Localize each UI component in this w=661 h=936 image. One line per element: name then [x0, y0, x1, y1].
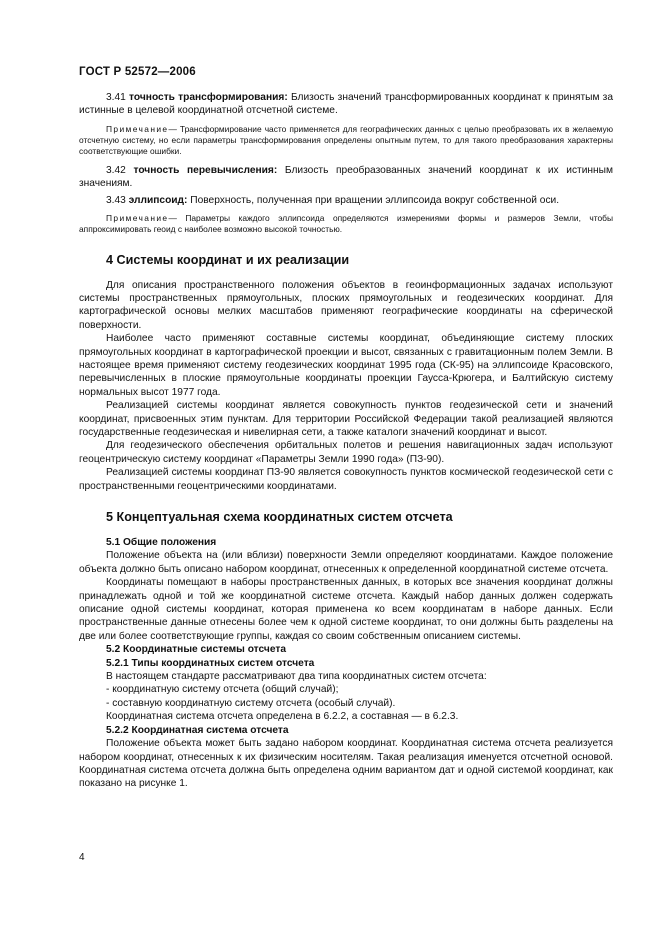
section-5-2-2-paragraph: Положение объекта может быть задано набором координат. Координатная система отсчета реализуется набором координат, отнесенных к их физическим носителям. Такая реализация именуется отсчетной основой. Координатная система отсчета должна быть определена одним вариантом дат и одной системой координат, как показано на рисунке 1.: [79, 738, 613, 790]
section-5-2-1-paragraph: В настоящем стандарте рассматривают два типа координатных систем отсчета:: [106, 671, 487, 683]
term-definition: Поверхность, полученная при вращении эллипсоида вокруг собственной оси.: [190, 194, 560, 206]
section-4-heading: 4 Системы координат и их реализации: [106, 252, 350, 267]
term-name: эллипсоид:: [128, 194, 188, 206]
section-5-1-paragraph: Положение объекта на (или вблизи) поверхности Земли определяют координатами. Каждое положение объекта должно быть описано набором координат, отнесенных к определенной координатной системе отсчета.: [79, 550, 613, 575]
section-4-paragraph: Реализацией системы координат ПЗ-90 является совокупность пунктов космической геодезической сети с пространственными геоцентрическими координатами.: [79, 467, 613, 492]
term-3-42: [79, 164, 613, 191]
section-4-paragraph: Наиболее часто применяют составные системы координат, объединяющие систему плоских прямоугольных координат в картографической проекции и высот, связанных с гравитационным полем Земли. В настоящее время применяют систему геодезических координат 1995 года (СК-95) на эллипсоиде Красовского, перевычисленных в плоские прямоугольные координаты проекции Гаусса-Крюгера, и Балтийскую систему нормальных высот 1977 года.: [79, 333, 613, 398]
note-text: — Параметры каждого эллипсоида определяются измерениями формы и размеров Земли, чтобы аппроксимировать геоид с наиболее возможно высокой точностью.: [79, 212, 613, 235]
term-3-43: [79, 194, 613, 207]
term-name: точность трансформирования:: [129, 92, 288, 103]
note-text: — Трансформирование часто применяется для географических данных с целью преобразовать их в желаемую отсчетную систему, но если параметры трансформирования определены опытным путем, то для такого преобразования характерны соответствующие ошибки.: [79, 123, 613, 157]
subsection-5-2-2-heading: 5.2.2 Координатная система отсчета: [106, 724, 289, 736]
section-5-1-paragraph: Координаты помещают в наборы пространственных данных, в которых все значения координат должны принадлежать одной и той же координатной системе отсчета. Каждый набор данных должен содержать описание одной системы координат, которая применена ко всем координатам в наборе данных. Если пространственные данные отнесены более чем к одной системе координат, то они должны быть разделены на две или более соответствующие группы, каждая со своим собственным описанием системы.: [79, 577, 613, 642]
subsection-5-1-heading: 5.1 Общие положения: [106, 537, 217, 549]
term-name: точность перевычисления:: [133, 164, 278, 176]
term-number: 3.43: [106, 194, 126, 206]
note-label: Примечание: [106, 212, 169, 223]
page-content: [79, 91, 613, 791]
term-definition: Близость преобразованных значений координат к их истинным значениям.: [79, 164, 613, 190]
page-number: 4: [79, 852, 85, 863]
section-4-paragraph: Для описания пространственного положения объектов в геоинформационных задачах используют системы пространственных прямоугольных, плоских прямоугольных и геодезических координат. Для картографической основы мелких масштабов применяют географические координаты на сферической поверхности.: [79, 279, 613, 331]
section-5-2-1-paragraph: Координатная система отсчета определена в 6.2.2, а составная — в 6.2.3.: [106, 711, 459, 723]
note-1: [79, 124, 613, 158]
note-2: [79, 213, 613, 236]
term-3-41: [79, 91, 613, 118]
section-4-paragraph: Реализацией системы координат является совокупность пунктов геодезической сети и значений координат, присвоенных этим пунктам. Для территории Российской Федерации такой реализацией являются государственные геодезическая и нивелирная сети, а также каталоги значений координат и высот.: [79, 400, 613, 438]
note-label: Примечание: [106, 123, 169, 134]
term-definition: Близость значений трансформированных координат к принятым за истинные в целевой координатной отсчетной системе.: [79, 92, 613, 117]
term-number: 3.42: [106, 164, 126, 176]
list-item: - координатную систему отсчета (общий случай);: [106, 684, 339, 696]
section-5-heading: 5 Концептуальная схема координатных систем отсчета: [106, 510, 453, 525]
subsection-5-2-1-heading: 5.2.1 Типы координатных систем отсчета: [106, 657, 315, 669]
section-4-paragraph: Для геодезического обеспечения орбитальных полетов и решения навигационных задач используют геоцентрическую систему координат «Параметры Земли 1990 года» (ПЗ-90).: [79, 440, 613, 465]
term-number: 3.41: [106, 92, 126, 103]
list-item: - составную координатную систему отсчета (особый случай).: [106, 697, 396, 709]
standard-header: ГОСТ Р 52572—2006: [79, 66, 196, 78]
subsection-5-2-heading: 5.2 Координатные системы отсчета: [106, 644, 287, 656]
